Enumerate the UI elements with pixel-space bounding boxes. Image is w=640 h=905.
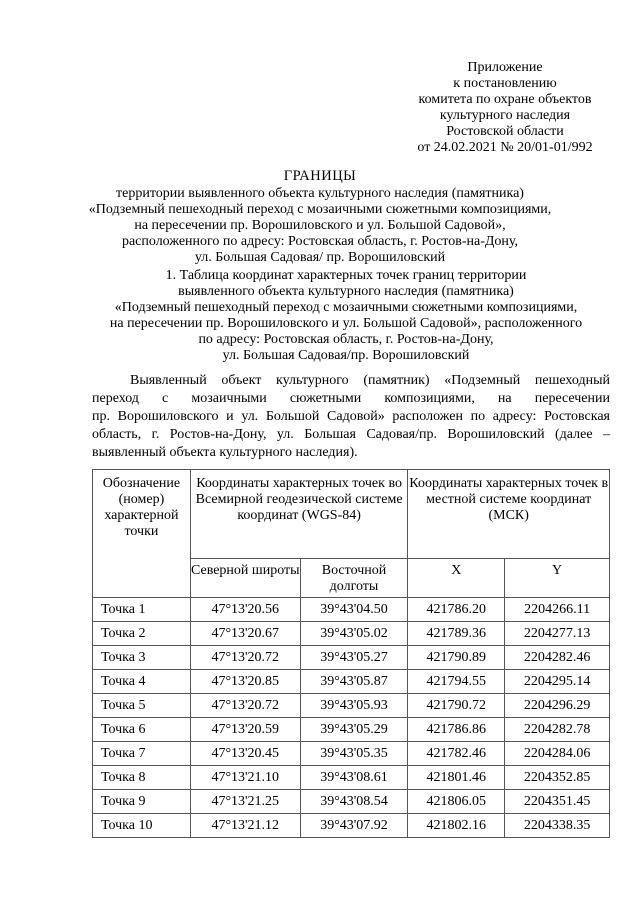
table-row bbox=[93, 718, 610, 742]
cell-point: Точка 3 bbox=[93, 646, 191, 670]
title-line: территории выявленного объекта культурного наследия (памятника) bbox=[116, 186, 524, 201]
cell-x: 421801.46 bbox=[408, 766, 505, 790]
title-line: ул. Большая Садовая/ пр. Ворошиловский bbox=[194, 250, 446, 265]
cell-x: 421789.36 bbox=[408, 622, 505, 646]
table-row bbox=[93, 622, 610, 646]
cell-east: 39°43'08.61 bbox=[300, 766, 408, 790]
cell-x: 421790.89 bbox=[408, 646, 505, 670]
title-line: расположенного по адресу: Ростовская область, г. Ростов-на-Дону, bbox=[121, 234, 519, 249]
appendix-line: Приложение bbox=[467, 60, 543, 75]
cell-east: 39°43'07.92 bbox=[300, 814, 408, 838]
title-line: «Подземный пешеходный переход с мозаичными сюжетными композициями, bbox=[88, 202, 552, 217]
cell-y: 2204277.13 bbox=[505, 622, 610, 646]
cell-east: 39°43'05.02 bbox=[300, 622, 408, 646]
cell-y: 2204295.14 bbox=[505, 670, 610, 694]
cell-east: 39°43'04.50 bbox=[300, 598, 408, 622]
appendix-line: комитета по охране объектов bbox=[418, 92, 592, 107]
section-line: ул. Большая Садовая/пр. Ворошиловский bbox=[222, 348, 470, 363]
coordinates-table bbox=[92, 469, 610, 838]
header-x: X bbox=[408, 559, 505, 598]
cell-y: 2204282.46 bbox=[505, 646, 610, 670]
appendix-block bbox=[405, 60, 605, 156]
cell-x: 421786.86 bbox=[408, 718, 505, 742]
cell-y: 2204338.35 bbox=[505, 814, 610, 838]
cell-y: 2204284.06 bbox=[505, 742, 610, 766]
cell-y: 2204282.78 bbox=[505, 718, 610, 742]
table-row bbox=[93, 742, 610, 766]
paragraph-line: Выявленный объект культурного (памятник) «Подземный пешеходный bbox=[130, 373, 610, 388]
body-paragraph bbox=[92, 372, 610, 462]
cell-y: 2204352.85 bbox=[505, 766, 610, 790]
cell-north: 47°13'21.10 bbox=[190, 766, 300, 790]
cell-east: 39°43'05.87 bbox=[300, 670, 408, 694]
cell-north: 47°13'20.56 bbox=[190, 598, 300, 622]
cell-x: 421802.16 bbox=[408, 814, 505, 838]
cell-east: 39°43'05.29 bbox=[300, 718, 408, 742]
cell-point: Точка 5 bbox=[93, 694, 191, 718]
cell-x: 421806.05 bbox=[408, 790, 505, 814]
appendix-line: культурного наследия bbox=[439, 108, 571, 123]
section-line: выявленного объекта культурного наследия (памятника) bbox=[178, 284, 514, 299]
section-line: «Подземный пешеходный переход с мозаичными сюжетными композициями, bbox=[114, 300, 578, 315]
table-row bbox=[93, 670, 610, 694]
header-y: Y bbox=[505, 559, 610, 598]
cell-x: 421794.55 bbox=[408, 670, 505, 694]
cell-north: 47°13'20.85 bbox=[190, 670, 300, 694]
title-line: на пересечении пр. Ворошиловского и ул. Большой Садовой», bbox=[134, 218, 506, 233]
cell-north: 47°13'20.67 bbox=[190, 622, 300, 646]
paragraph-line: выявленный объекта культурного наследия). bbox=[92, 445, 358, 460]
cell-point: Точка 6 bbox=[93, 718, 191, 742]
cell-east: 39°43'08.54 bbox=[300, 790, 408, 814]
cell-east: 39°43'05.93 bbox=[300, 694, 408, 718]
cell-north: 47°13'20.59 bbox=[190, 718, 300, 742]
cell-north: 47°13'21.12 bbox=[190, 814, 300, 838]
cell-east: 39°43'05.35 bbox=[300, 742, 408, 766]
document-title bbox=[80, 168, 560, 266]
appendix-line: к постановлению bbox=[453, 76, 557, 91]
section-line: на пересечении пр. Ворошиловского и ул. Большой Садовой», расположенного bbox=[109, 316, 583, 331]
header-north-latitude: Северной широты bbox=[190, 559, 300, 598]
header-wgs84: Координаты характерных точек во Всемирной геодезической системе координат (WGS-84) bbox=[190, 470, 408, 559]
section-heading bbox=[82, 268, 610, 364]
title-heading: ГРАНИЦЫ bbox=[283, 168, 357, 184]
cell-north: 47°13'20.72 bbox=[190, 694, 300, 718]
table-row bbox=[93, 598, 610, 622]
table-row bbox=[93, 790, 610, 814]
cell-north: 47°13'20.72 bbox=[190, 646, 300, 670]
appendix-line: Ростовской области bbox=[446, 124, 564, 139]
cell-north: 47°13'20.45 bbox=[190, 742, 300, 766]
cell-x: 421786.20 bbox=[408, 598, 505, 622]
table-row bbox=[93, 694, 610, 718]
cell-point: Точка 4 bbox=[93, 670, 191, 694]
cell-point: Точка 7 bbox=[93, 742, 191, 766]
cell-y: 2204351.45 bbox=[505, 790, 610, 814]
paragraph-line: переход с мозаичными сюжетными композициями, на пересечении bbox=[92, 391, 610, 406]
cell-x: 421782.46 bbox=[408, 742, 505, 766]
cell-point: Точка 2 bbox=[93, 622, 191, 646]
cell-north: 47°13'21.25 bbox=[190, 790, 300, 814]
header-msk: Координаты характерных точек в местной системе координат (МСК) bbox=[408, 470, 610, 559]
cell-point: Точка 9 bbox=[93, 790, 191, 814]
cell-east: 39°43'05.27 bbox=[300, 646, 408, 670]
paragraph-line: область, г. Ростов-на-Дону, ул. Большая Садовая/пр. Ворошиловский (далее – bbox=[92, 427, 610, 442]
cell-y: 2204266.11 bbox=[505, 598, 610, 622]
cell-point: Точка 1 bbox=[93, 598, 191, 622]
appendix-line: от 24.02.2021 № 20/01-01/992 bbox=[417, 140, 593, 155]
cell-y: 2204296.29 bbox=[505, 694, 610, 718]
paragraph-line: пр. Ворошиловского и ул. Большой Садовой» расположен по адресу: Ростовская bbox=[92, 409, 610, 424]
section-line: 1. Таблица координат характерных точек границ территории bbox=[165, 268, 527, 283]
cell-point: Точка 8 bbox=[93, 766, 191, 790]
cell-x: 421790.72 bbox=[408, 694, 505, 718]
table-row bbox=[93, 814, 610, 838]
section-line: по адресу: Ростовская область, г. Ростов-на-Дону, bbox=[198, 332, 494, 347]
header-point: Обозначение (номер) характерной точки bbox=[93, 470, 191, 598]
cell-point: Точка 10 bbox=[93, 814, 191, 838]
table-row bbox=[93, 766, 610, 790]
table-row bbox=[93, 646, 610, 670]
header-east-longitude: Восточной долготы bbox=[300, 559, 408, 598]
